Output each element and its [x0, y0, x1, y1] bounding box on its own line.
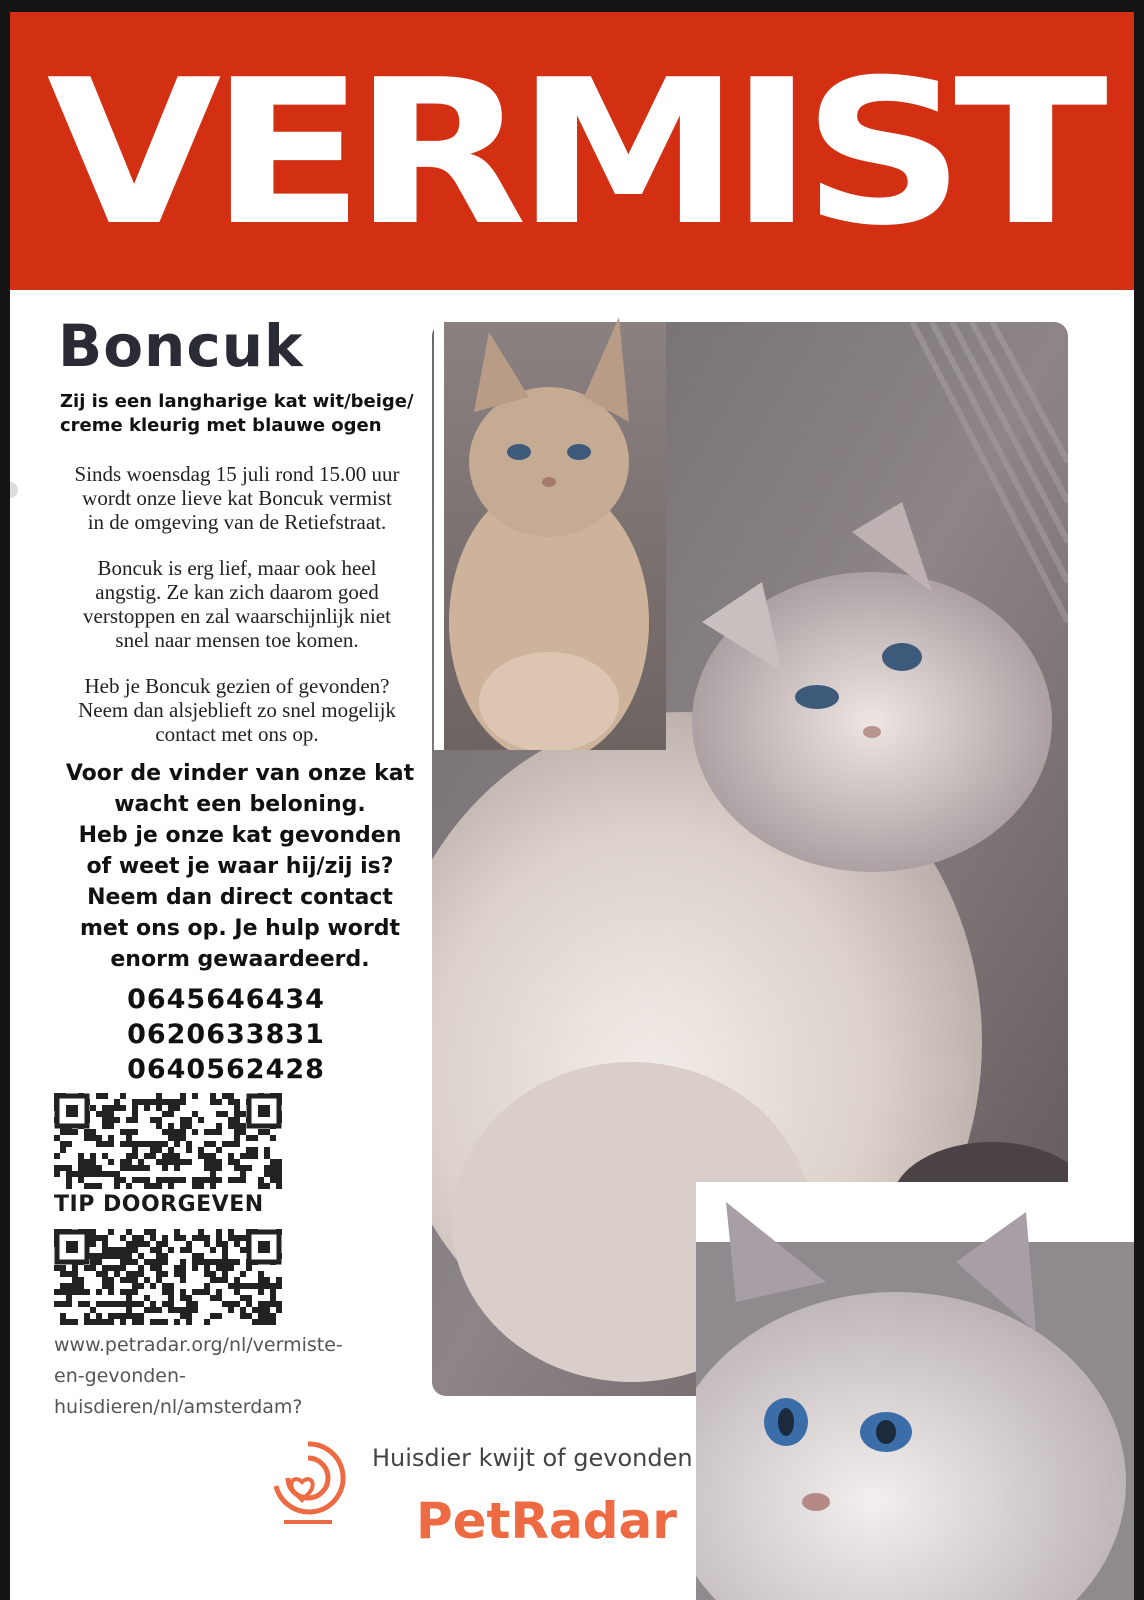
phone-number[interactable]: 0645646434	[127, 984, 325, 1015]
qr-code-bottom[interactable]	[54, 1229, 282, 1325]
cat-photo-kitten	[696, 1182, 1134, 1600]
reward-line: met ons op. Je hulp wordt	[79, 916, 401, 941]
reward-line: of weet je waar hij/zij is?	[86, 854, 394, 879]
cat-photo-sitting	[434, 302, 666, 750]
story-paragraph-3	[32, 674, 442, 746]
qr-code-top[interactable]	[54, 1093, 282, 1189]
story-line: Heb je Boncuk gezien of gevonden?	[84, 674, 390, 698]
description-line: creme kleurig met blauwe ogen	[60, 415, 382, 436]
story-line: Neem dan alsjeblieft zo snel mogelijk	[78, 698, 396, 722]
banner	[10, 12, 1134, 290]
story-line: wordt onze lieve kat Boncuk vermist	[82, 486, 392, 510]
url-line: www.petradar.org/nl/vermiste-	[54, 1334, 343, 1356]
url-line: en-gevonden-	[54, 1365, 186, 1387]
story-line: contact met ons op.	[155, 722, 319, 746]
story-line: verstoppen en zal waarschijnlijk niet	[83, 604, 391, 628]
story-line: in de omgeving van de Retiefstraat.	[87, 510, 387, 534]
tip-label: TIP DOORGEVEN	[54, 1192, 264, 1217]
petradar-url[interactable]	[54, 1330, 414, 1423]
poster	[10, 12, 1134, 1600]
pet-name: Boncuk	[58, 312, 304, 380]
story-line: Sinds woensdag 15 juli rond 15.00 uur	[74, 462, 400, 486]
reward-text	[36, 758, 444, 975]
banner-title: VERMIST	[46, 37, 1098, 270]
phone-numbers	[76, 982, 376, 1087]
phone-number[interactable]: 0640562428	[127, 1054, 325, 1085]
petradar-brand: PetRadar	[416, 1492, 677, 1550]
story-paragraph-1	[32, 462, 442, 534]
description-line: Zij is een langharige kat wit/beige/	[60, 391, 414, 412]
reward-line: Neem dan direct contact	[87, 885, 393, 910]
qr-pattern	[54, 1093, 282, 1189]
reward-line: Voor de vinder van onze kat	[65, 761, 415, 786]
edge-mark	[10, 482, 18, 498]
story-paragraph-2	[32, 556, 442, 652]
pet-description	[60, 390, 440, 438]
story-line: angstig. Ze kan zich daarom goed	[95, 580, 379, 604]
story-line: Boncuk is erg lief, maar ook heel	[97, 556, 377, 580]
reward-line: Heb je onze kat gevonden	[78, 823, 402, 848]
petradar-tagline: Huisdier kwijt of gevonden	[372, 1444, 693, 1472]
story	[32, 462, 442, 768]
qr-pattern	[54, 1229, 282, 1325]
story-line: snel naar mensen toe komen.	[115, 628, 359, 652]
petradar-logo	[266, 1438, 350, 1532]
reward-line: enorm gewaardeerd.	[110, 947, 370, 972]
phone-number[interactable]: 0620633831	[127, 1019, 325, 1050]
reward-line: wacht een beloning.	[114, 792, 366, 817]
url-line: huisdieren/nl/amsterdam?	[54, 1396, 303, 1418]
